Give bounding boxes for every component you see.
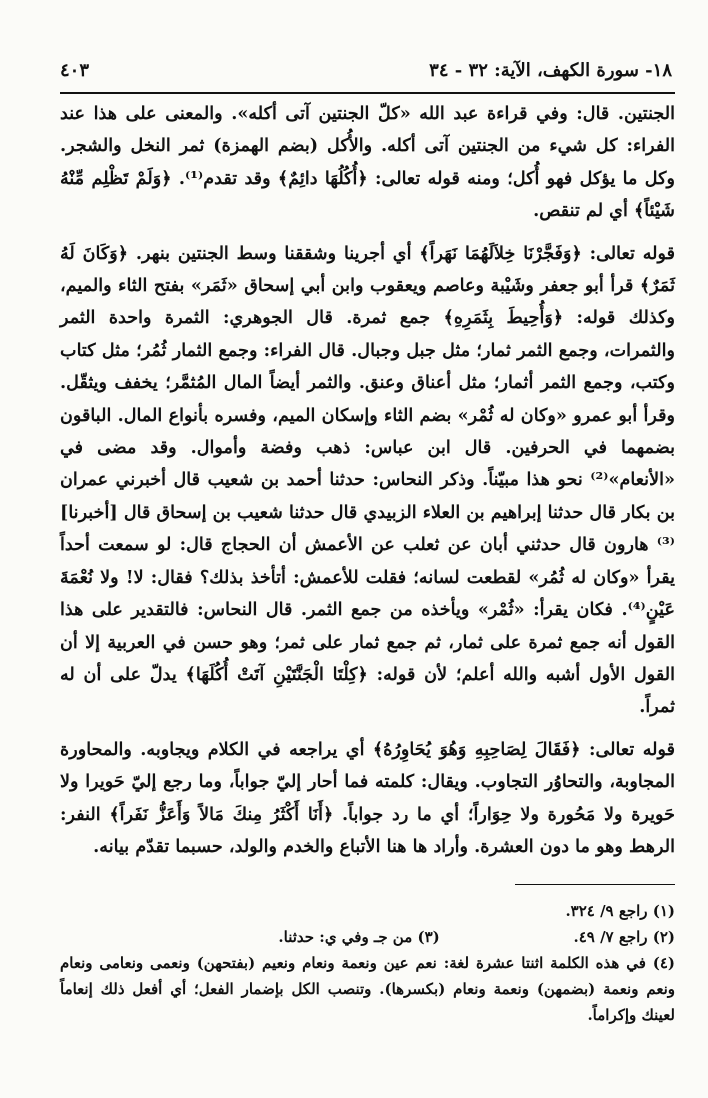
- footnote-row-2-3: [60, 924, 675, 950]
- paragraph-2: قوله تعالى: ﴿وَفَجَّرْنَا خِلاَلَهُمَا نَهَراً﴾ أي أجرينا وشققنا وسط الجنتين بنهر. ﴿وَكَانَ لَهُ ثَمَرٌ﴾ قرأ أبو جعفر وشَيْبة وعاصم ويعقوب وابن أبي إسحاق «ثَمَر» بفتح الثاء والميم، وكذلك قوله: ﴿وَأُحِيطَ بِثَمَرِهِ﴾ جمع ثمرة. قال الجوهري: الثمرة واحدة الثمر والثمرات، وجمع الثمر ثمار؛ مثل جبل وجبال. قال الفراء: وجمع الثمار ثُمُر؛ مثل كتاب وكتب، وجمع الثمر أثمار؛ مثل أعناق وعنق. والثمر أيضاً المال المُثمَّر؛ يخفف ويثقّل. وقرأ أبو عمرو «وكان له ثُمْر» بضم الثاء وإسكان الميم، وفسره بأنواع المال. الباقون بضمهما في الحرفين. قال ابن عباس: ذهب وفضة وأموال. وقد مضى في «الأنعام»⁽²⁾ نحو هذا مبيّناً. وذكر النحاس: حدثنا أحمد بن شعيب قال أخبرني عمران بن بكار قال حدثنا إبراهيم بن العلاء الزبيدي قال حدثنا شعيب بن إسحاق قال [أخبرنا]⁽³⁾ هارون قال حدثني أبان عن ثعلب عن الأعمش أن الحجاج قال: لو سمعت أحداً يقرأ «وكان له ثُمُر» لقطعت لسانه؛ فقلت للأعمش: أتأخذ بذلك؟ فقال: لا! ولا نُعْمَةَ عَيْنٍ⁽⁴⁾. فكان يقرأ: «ثُمْر» ويأخذه من جمع الثمر. قال النحاس: فالتقدير على هذا القول أنه جمع ثمرة على ثمار، ثم جمع ثمار على ثمر؛ وهو حسن في العربية إلا أن القول الأول أشبه والله أعلم؛ لأن قوله: ﴿كِلْتَا الْجَنَّتَيْنِ آتَتْ أُكُلَهَا﴾ يدلّ على أن له ثمراً.: [60, 242, 675, 718]
- footnote-4: (٤) في هذه الكلمة اثنتا عشرة لغة: نعم عين ونعمة ونعام ونعيم (بفتحهن) ونعمى ونعامى ونعام ونعم ونعمة (بضمهن) ونعمة ونعام (بكسرها). وتنصب الكل بإضمار الفعل؛ أي أفعل ذلك إنعاماً لعينك وإكراماً.: [60, 954, 675, 1024]
- footnote-3: (٣) من جـ وفي ي: حدثنا.: [278, 928, 440, 946]
- paragraph-3: قوله تعالى: ﴿فَقَالَ لِصَاحِبِهِ وَهُوَ يُحَاوِرُهُ﴾ أي يراجعه في الكلام ويجاوبه. والمحاورة المجاوبة، والتحاوُر التجاوب. ويقال: كلمته فما أحار إليّ جواباً، وما رجع إليّ حَويرا ولا حَويرة ولا مَحُورة ولا حِوَاراً؛ أي ما رد جواباً. ﴿أَنَا أَكْثَرُ مِنكَ مَالاً وَأَعَزُّ نَفَراً﴾ النفر: الرهط وهو ما دون العشرة. وأراد ها هنا الأتباع والخدم والولد، حسبما تقدّم بيانه.: [60, 738, 675, 857]
- running-header: [60, 60, 672, 88]
- footnote-rule: [515, 884, 675, 885]
- page-number: ٤٠٣: [60, 60, 90, 81]
- footnote-1: (١) راجع ٩/ ٣٢٤.: [565, 902, 675, 920]
- header-rule: [60, 92, 675, 94]
- main-text: [60, 98, 675, 863]
- footnotes: [60, 898, 675, 1028]
- chapter-title: ١٨- سورة الكهف، الآية: ٣٢ - ٣٤: [429, 60, 672, 81]
- footnote-2: (٢) راجع ٧/ ٤٩.: [573, 928, 675, 946]
- paragraph-1: الجنتين. قال: وفي قراءة عبد الله «كلّ الجنتين آتى أكله». والمعنى على هذا عند الفراء: كل شيء من الجنتين آتى أكله. والأُكل (بضم الهمزة) ثمر النخل والشجر. وكل ما يؤكل فهو أُكل؛ ومنه قوله تعالى: ﴿أُكُلُهَا دائِمٌ﴾ وقد تقدم⁽¹⁾. ﴿وَلَمْ تَظْلِم مِّنْهُ شَيْئاً﴾ أي لم تنقص.: [60, 103, 675, 222]
